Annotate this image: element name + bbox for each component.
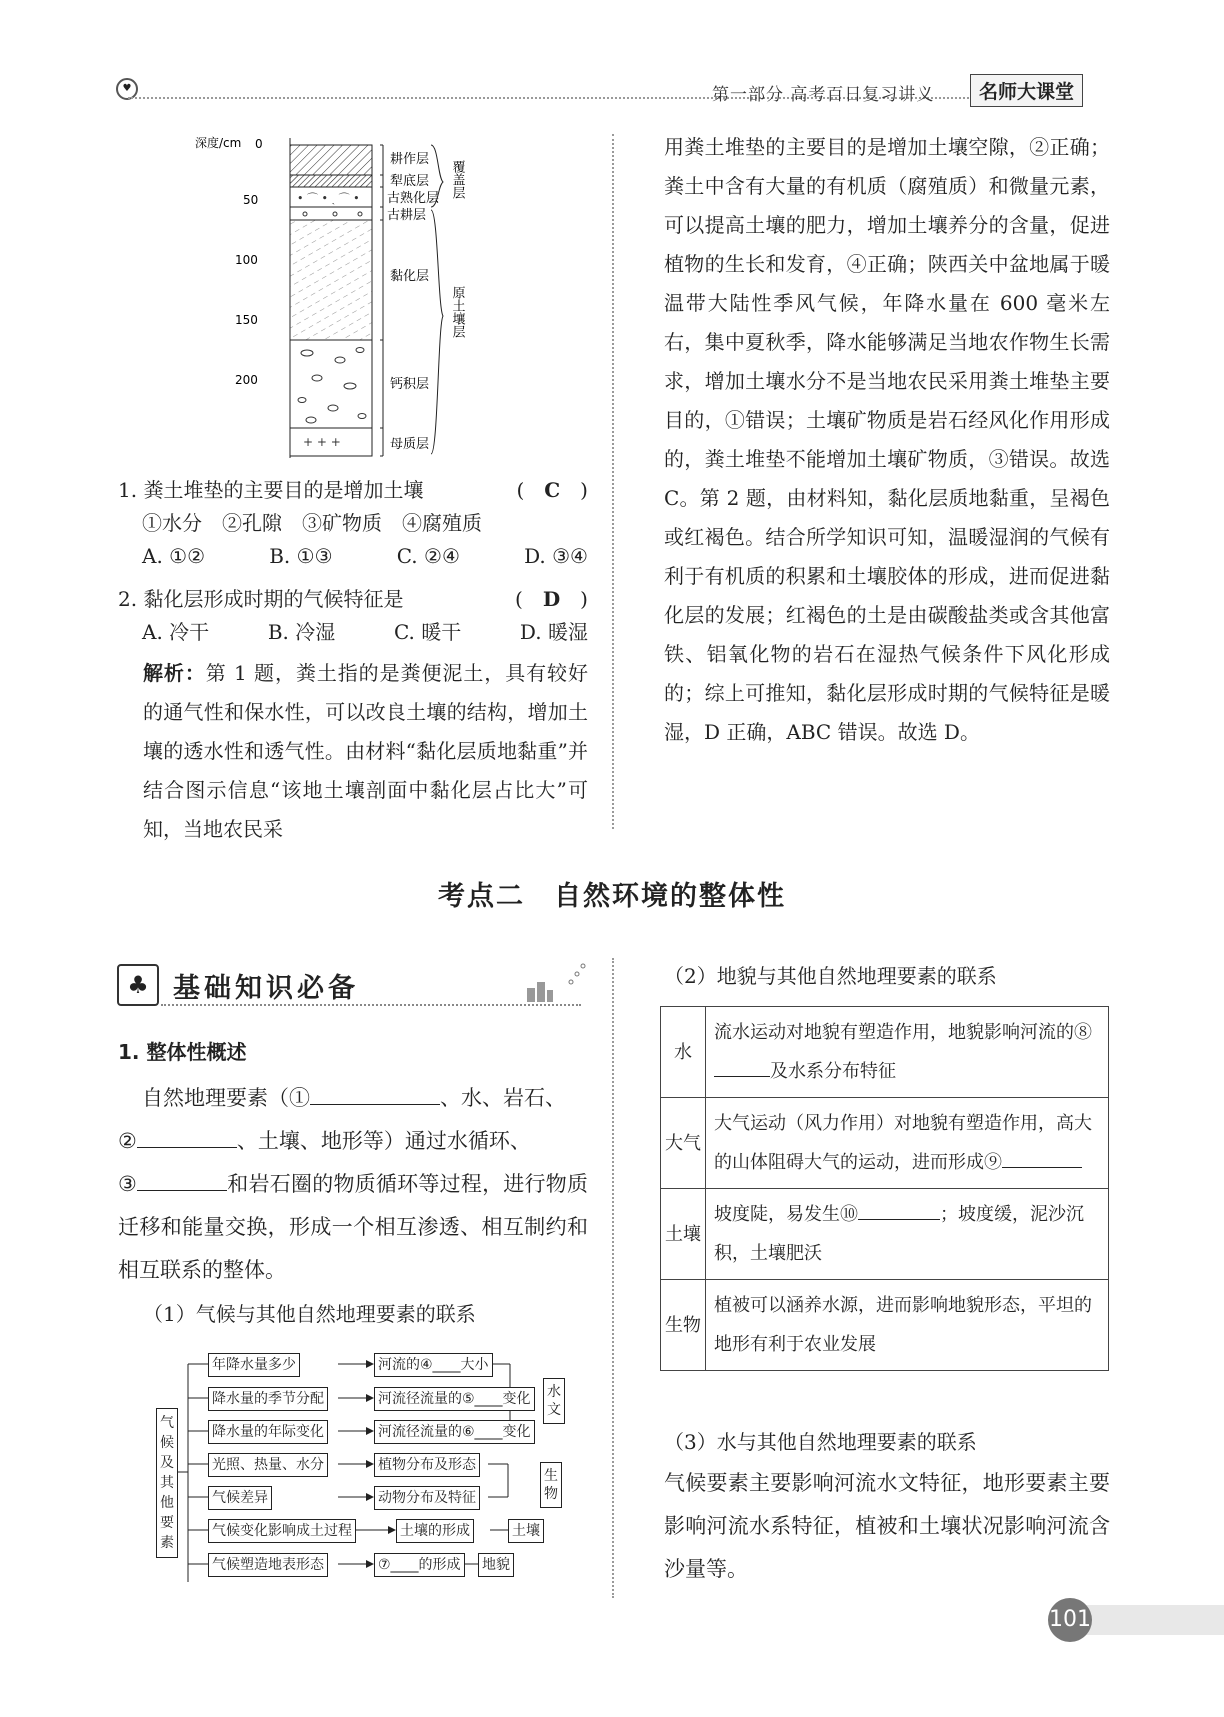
- flow-cause: 气候塑造地表形态: [208, 1553, 328, 1577]
- page-number: 101: [1048, 1598, 1092, 1642]
- page-tab: [1070, 1605, 1224, 1635]
- flow-effect: 河流径流量的⑤____变化: [374, 1387, 535, 1411]
- section-title: 考点二 自然环境的整体性: [438, 881, 786, 912]
- analysis-label: 解析：: [143, 661, 206, 685]
- layer-label: 母质层: [390, 437, 430, 452]
- heart-icon: ♥: [116, 78, 138, 100]
- table-row: [661, 1189, 1109, 1280]
- depth-axis-label: 深度/cm: [195, 136, 242, 150]
- svg-text:100: 100: [235, 253, 258, 267]
- layer-label: 古熟化层: [387, 191, 440, 206]
- layer-label: 钙积层: [390, 377, 430, 392]
- flow-effect: 河流的④____大小: [374, 1353, 493, 1377]
- row-text: 流水运动对地貌有塑造作用，地貌影响河流的⑧及水系分布特征: [706, 1007, 1109, 1098]
- row-text: 大气运动（风力作用）对地貌有塑造作用，高大的山体阻碍大气的运动，进而形成⑨: [706, 1098, 1109, 1189]
- blank-8[interactable]: [714, 1056, 770, 1077]
- flow-root: 气候及其他要素: [156, 1408, 178, 1558]
- flow-group: 生物: [540, 1462, 562, 1508]
- flow-cause: 气候变化影响成土过程: [208, 1519, 356, 1543]
- layer-label: 黏化层: [390, 269, 430, 284]
- group-label: 原土壤层: [449, 286, 465, 338]
- question-stem: 2. 黏化层形成时期的气候特征是: [118, 587, 404, 611]
- question-1: [118, 474, 588, 573]
- flow-cause: 降水量的季节分配: [208, 1387, 328, 1411]
- flow-group: 地貌: [478, 1553, 514, 1577]
- flow-cause: 气候差异: [208, 1486, 272, 1510]
- flow-cause: 降水量的年际变化: [208, 1420, 328, 1444]
- row-key: 生物: [661, 1280, 706, 1371]
- question-options: A. 冷干 B. 冷湿 C. 暖干 D. 暖湿: [142, 620, 588, 644]
- flow-effect: 动物分布及特征: [374, 1486, 480, 1510]
- knowledge-banner: ♣ 基础知识必备: [117, 964, 587, 1008]
- row-key: 水: [661, 1007, 706, 1098]
- flow-group: 土壤: [508, 1519, 544, 1543]
- flow-effect: 植物分布及形态: [374, 1453, 480, 1477]
- row-key: 大气: [661, 1098, 706, 1189]
- water-heading: （3）水与其他自然地理要素的联系: [664, 1430, 977, 1454]
- table-row: [661, 1280, 1109, 1371]
- column-divider: [612, 958, 614, 1598]
- question-2: [118, 583, 588, 649]
- flow-effect: 河流径流量的⑥____变化: [374, 1420, 535, 1444]
- table-row: [661, 1098, 1109, 1189]
- row-text: 坡度陡，易发生⑩ ；坡度缓，泥沙沉积，土壤肥沃: [706, 1189, 1109, 1280]
- answer-slot: ( C ): [516, 478, 588, 502]
- svg-text:200: 200: [235, 373, 258, 387]
- layer-label: 古耕层: [387, 208, 427, 223]
- blank-9[interactable]: [1002, 1147, 1082, 1168]
- climate-relation-heading: （1）气候与其他自然地理要素的联系: [143, 1302, 476, 1326]
- row-text: 植被可以涵养水源，进而影响地貌形态，平坦的地形有利于农业发展: [706, 1280, 1109, 1371]
- question-items: ①水分 ②孔隙 ③矿物质 ④腐殖质: [142, 511, 482, 535]
- row-key: 土壤: [661, 1189, 706, 1280]
- svg-text:150: 150: [235, 313, 258, 327]
- landform-table: [660, 1006, 1109, 1371]
- svg-text:0: 0: [255, 137, 263, 151]
- running-title: 第一部分 高考百日复习讲义: [712, 85, 935, 105]
- svg-text:• ⌒ • ˏ ⌒ •: • ⌒ • ˏ ⌒ •: [297, 192, 360, 205]
- landform-heading: （2）地貌与其他自然地理要素的联系: [664, 964, 997, 988]
- svg-text:50: 50: [243, 193, 259, 207]
- climate-flowchart: [150, 1352, 570, 1592]
- answer-slot: ( D ): [515, 587, 588, 611]
- layer-label: 耕作层: [390, 152, 430, 167]
- blank-2[interactable]: [137, 1127, 237, 1148]
- analysis-left: 解析：第 1 题，粪土指的是粪便泥土，具有较好的通气性和保水性，可以改良土壤的结构，增加土壤的透水性和透气性。由材料“黏化层质地黏重”并结合图示信息“该地土壤剖面中黏化层占比大”可知，当地农民采: [143, 661, 588, 841]
- water-text: 气候要素主要影响河流水文特征，地形要素主要影响河流水系特征，植被和土壤状况影响河流含沙量等。: [664, 1471, 1110, 1581]
- question-options: A. ①② B. ①③ C. ②④ D. ③④: [142, 544, 588, 568]
- blank-10[interactable]: [858, 1199, 940, 1220]
- table-row: [661, 1007, 1109, 1098]
- column-divider: [612, 134, 614, 829]
- group-label: 覆盖层: [449, 160, 465, 199]
- soil-profile-figure: [195, 136, 505, 463]
- flow-cause: 年降水量多少: [208, 1353, 300, 1377]
- layer-label: 犁底层: [390, 174, 430, 189]
- blank-1[interactable]: [310, 1084, 440, 1105]
- flow-effect: 土壤的形成: [396, 1519, 474, 1543]
- overview-heading: 1. 整体性概述: [118, 1040, 247, 1064]
- flow-cause: 光照、热量、水分: [208, 1453, 328, 1477]
- blank-3[interactable]: [137, 1170, 227, 1191]
- brand-badge: 名师大课堂: [970, 74, 1083, 107]
- decor-icon: [527, 962, 587, 1004]
- tree-icon: ♣: [117, 964, 159, 1006]
- flow-group: 水文: [543, 1378, 565, 1424]
- analysis-right: 用粪土堆垫的主要目的是增加土壤空隙，②正确；粪土中含有大量的有机质（腐殖质）和微量元素，可以提高土壤的肥力，增加土壤养分的含量，促进植物的生长和发育，④正确；陕西关中盆地属于暖温带大陆性季风气候，年降水量在 600 毫米左右，集中夏秋季，降水能够满足当地农作物生长需求，增加土壤水分不是当地农民采用粪土堆垫主要目的，①错误；土壤矿物质是岩石经风化作用形成的，粪土堆垫不能增加土壤矿物质，③错误。故选 C。第 2 题，由材料知，黏化层质地黏重，呈褐色或红褐色。结合所学知识可知，温暖湿润的气候有利于有机质的积累和土壤胶体的形成，进而促进黏化层的发展；红褐色的土是由碳酸盐类或含其他富铁、铝氧化物的岩石在湿热气候条件下风化形成的；综上可推知，黏化层形成时期的气候特征是暖湿，D 正确，ABC 错误。故选 D。: [664, 135, 1110, 744]
- flow-effect: ⑦____的形成: [374, 1553, 465, 1577]
- svg-text:+ + +: + + +: [303, 435, 341, 449]
- overview-text: 自然地理要素（① 、水、岩石、 ② 、土壤、地形等）通过水循环、 ③ 和岩石圈的物质循环等过程，进行物质迁移和能量交换，形成一个相互渗透、相互制约和相互联系的整体。: [118, 1086, 589, 1282]
- question-stem: 1. 粪土堆垫的主要目的是增加土壤: [118, 478, 424, 502]
